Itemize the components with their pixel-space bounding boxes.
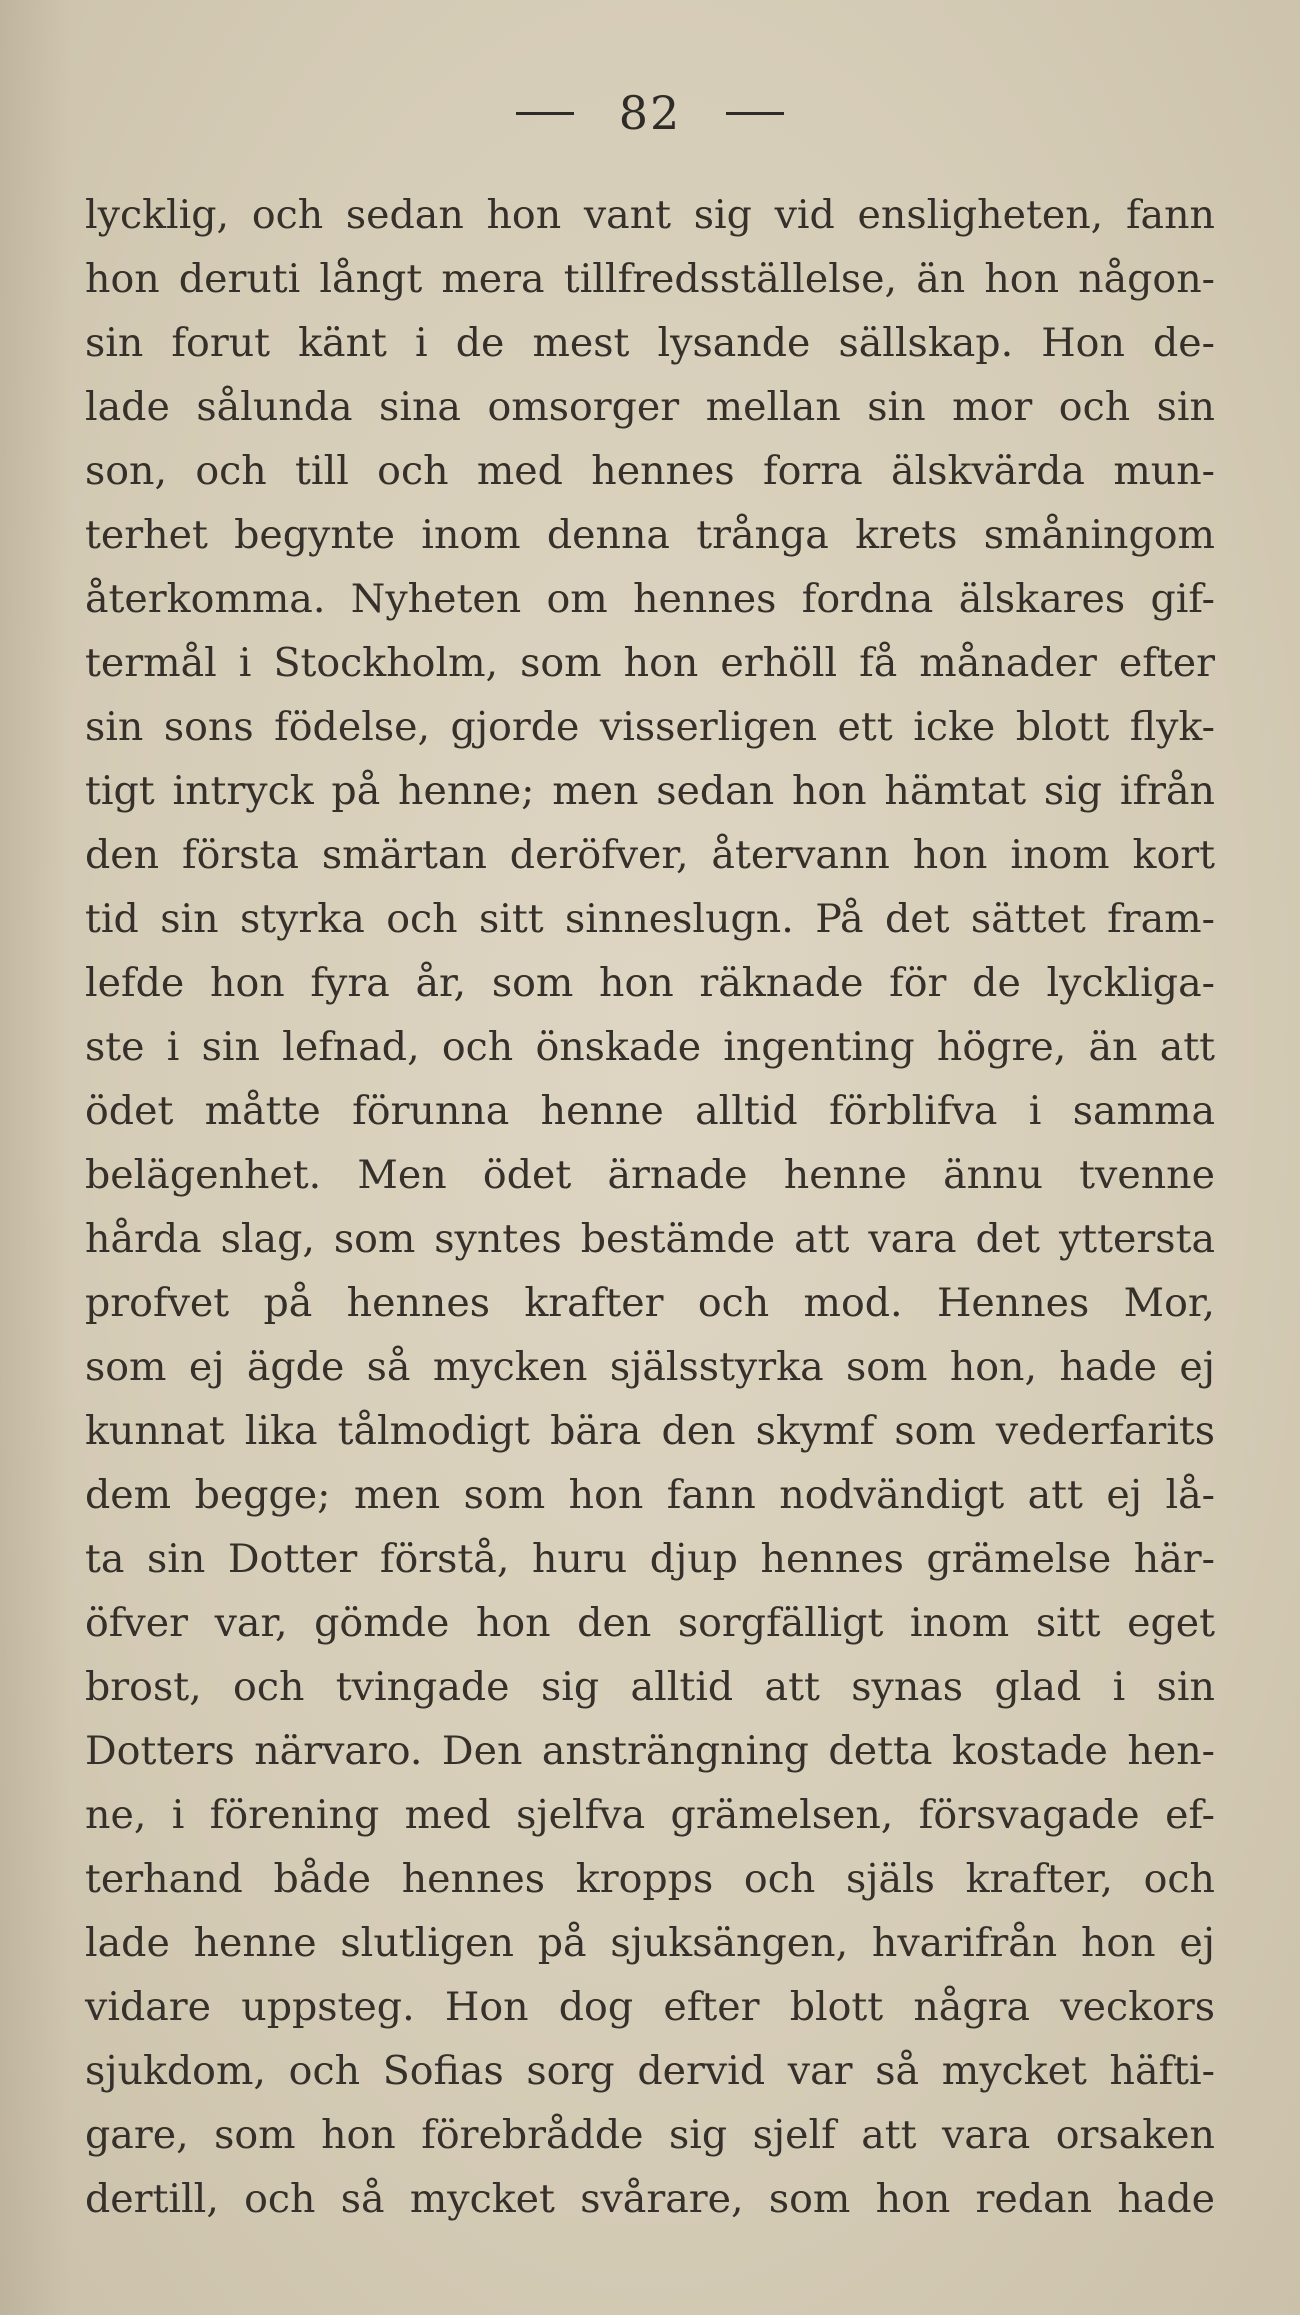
text-line: lade sålunda sina omsorger mellan sin mor och sin [85, 384, 1215, 430]
text-line: som ej ägde så mycken själsstyrka som hon, hade ej [85, 1344, 1215, 1390]
text-line: tid sin styrka och sitt sinneslugn. På det sättet fram- [85, 896, 1215, 942]
text-line: hon deruti långt mera tillfredsställelse, än hon någon- [85, 256, 1215, 302]
body-text [85, 183, 1215, 2231]
header-dash-right [726, 112, 784, 115]
text-line: Dotters närvaro. Den ansträngning detta kostade hen- [85, 1728, 1215, 1774]
text-line: son, och till och med hennes forra älskvärda mun- [85, 448, 1215, 494]
text-line: ta sin Dotter förstå, huru djup hennes grämelse här- [85, 1536, 1215, 1582]
text-line: termål i Stockholm, som hon erhöll få månader efter [85, 640, 1215, 686]
text-line: ödet måtte förunna henne alltid förblifva i samma [85, 1088, 1215, 1134]
text-line: gare, som hon förebrådde sig sjelf att vara orsaken [85, 2112, 1215, 2158]
text-line: dertill, och så mycket svårare, som hon redan hade [85, 2176, 1215, 2222]
text-line: terhet begynte inom denna trånga krets småningom [85, 512, 1215, 558]
text-line: hårda slag, som syntes bestämde att vara det yttersta [85, 1216, 1215, 1262]
text-line: dem begge; men som hon fann nodvändigt att ej lå- [85, 1472, 1215, 1518]
text-line: terhand både hennes kropps och själs krafter, och [85, 1856, 1215, 1902]
text-line: brost, och tvingade sig alltid att synas glad i sin [85, 1664, 1215, 1710]
text-line: ste i sin lefnad, och önskade ingenting högre, än att [85, 1024, 1215, 1070]
text-line: tigt intryck på henne; men sedan hon hämtat sig ifrån [85, 768, 1215, 814]
text-line: sjukdom, och Sofias sorg dervid var så mycket häfti- [85, 2048, 1215, 2094]
page-number: 82 [618, 86, 682, 140]
text-line: sin sons födelse, gjorde visserligen ett icke blott flyk- [85, 704, 1215, 750]
header-dash-left [516, 112, 574, 115]
text-line: återkomma. Nyheten om hennes fordna älskares gif- [85, 576, 1215, 622]
text-line: lycklig, och sedan hon vant sig vid ensligheten, fann [85, 192, 1215, 238]
text-line: lade henne slutligen på sjuksängen, hvarifrån hon ej [85, 1920, 1215, 1966]
page-shadow [0, 0, 70, 2315]
text-line: den första smärtan deröfver, återvann hon inom kort [85, 832, 1215, 878]
text-line: vidare uppsteg. Hon dog efter blott några veckors [85, 1984, 1215, 2030]
text-line: sin forut känt i de mest lysande sällskap. Hon de- [85, 320, 1215, 366]
text-line: kunnat lika tålmodigt bära den skymf som vederfarits [85, 1408, 1215, 1454]
text-line: lefde hon fyra år, som hon räknade för de lyckliga- [85, 960, 1215, 1006]
text-line: öfver var, gömde hon den sorgfälligt inom sitt eget [85, 1600, 1215, 1646]
text-line: ne, i förening med sjelfva grämelsen, försvagade ef- [85, 1792, 1215, 1838]
text-line: belägenhet. Men ödet ärnade henne ännu tvenne [85, 1152, 1215, 1198]
page-header [0, 82, 1300, 140]
text-line: profvet på hennes krafter och mod. Hennes Mor, [85, 1280, 1215, 1326]
